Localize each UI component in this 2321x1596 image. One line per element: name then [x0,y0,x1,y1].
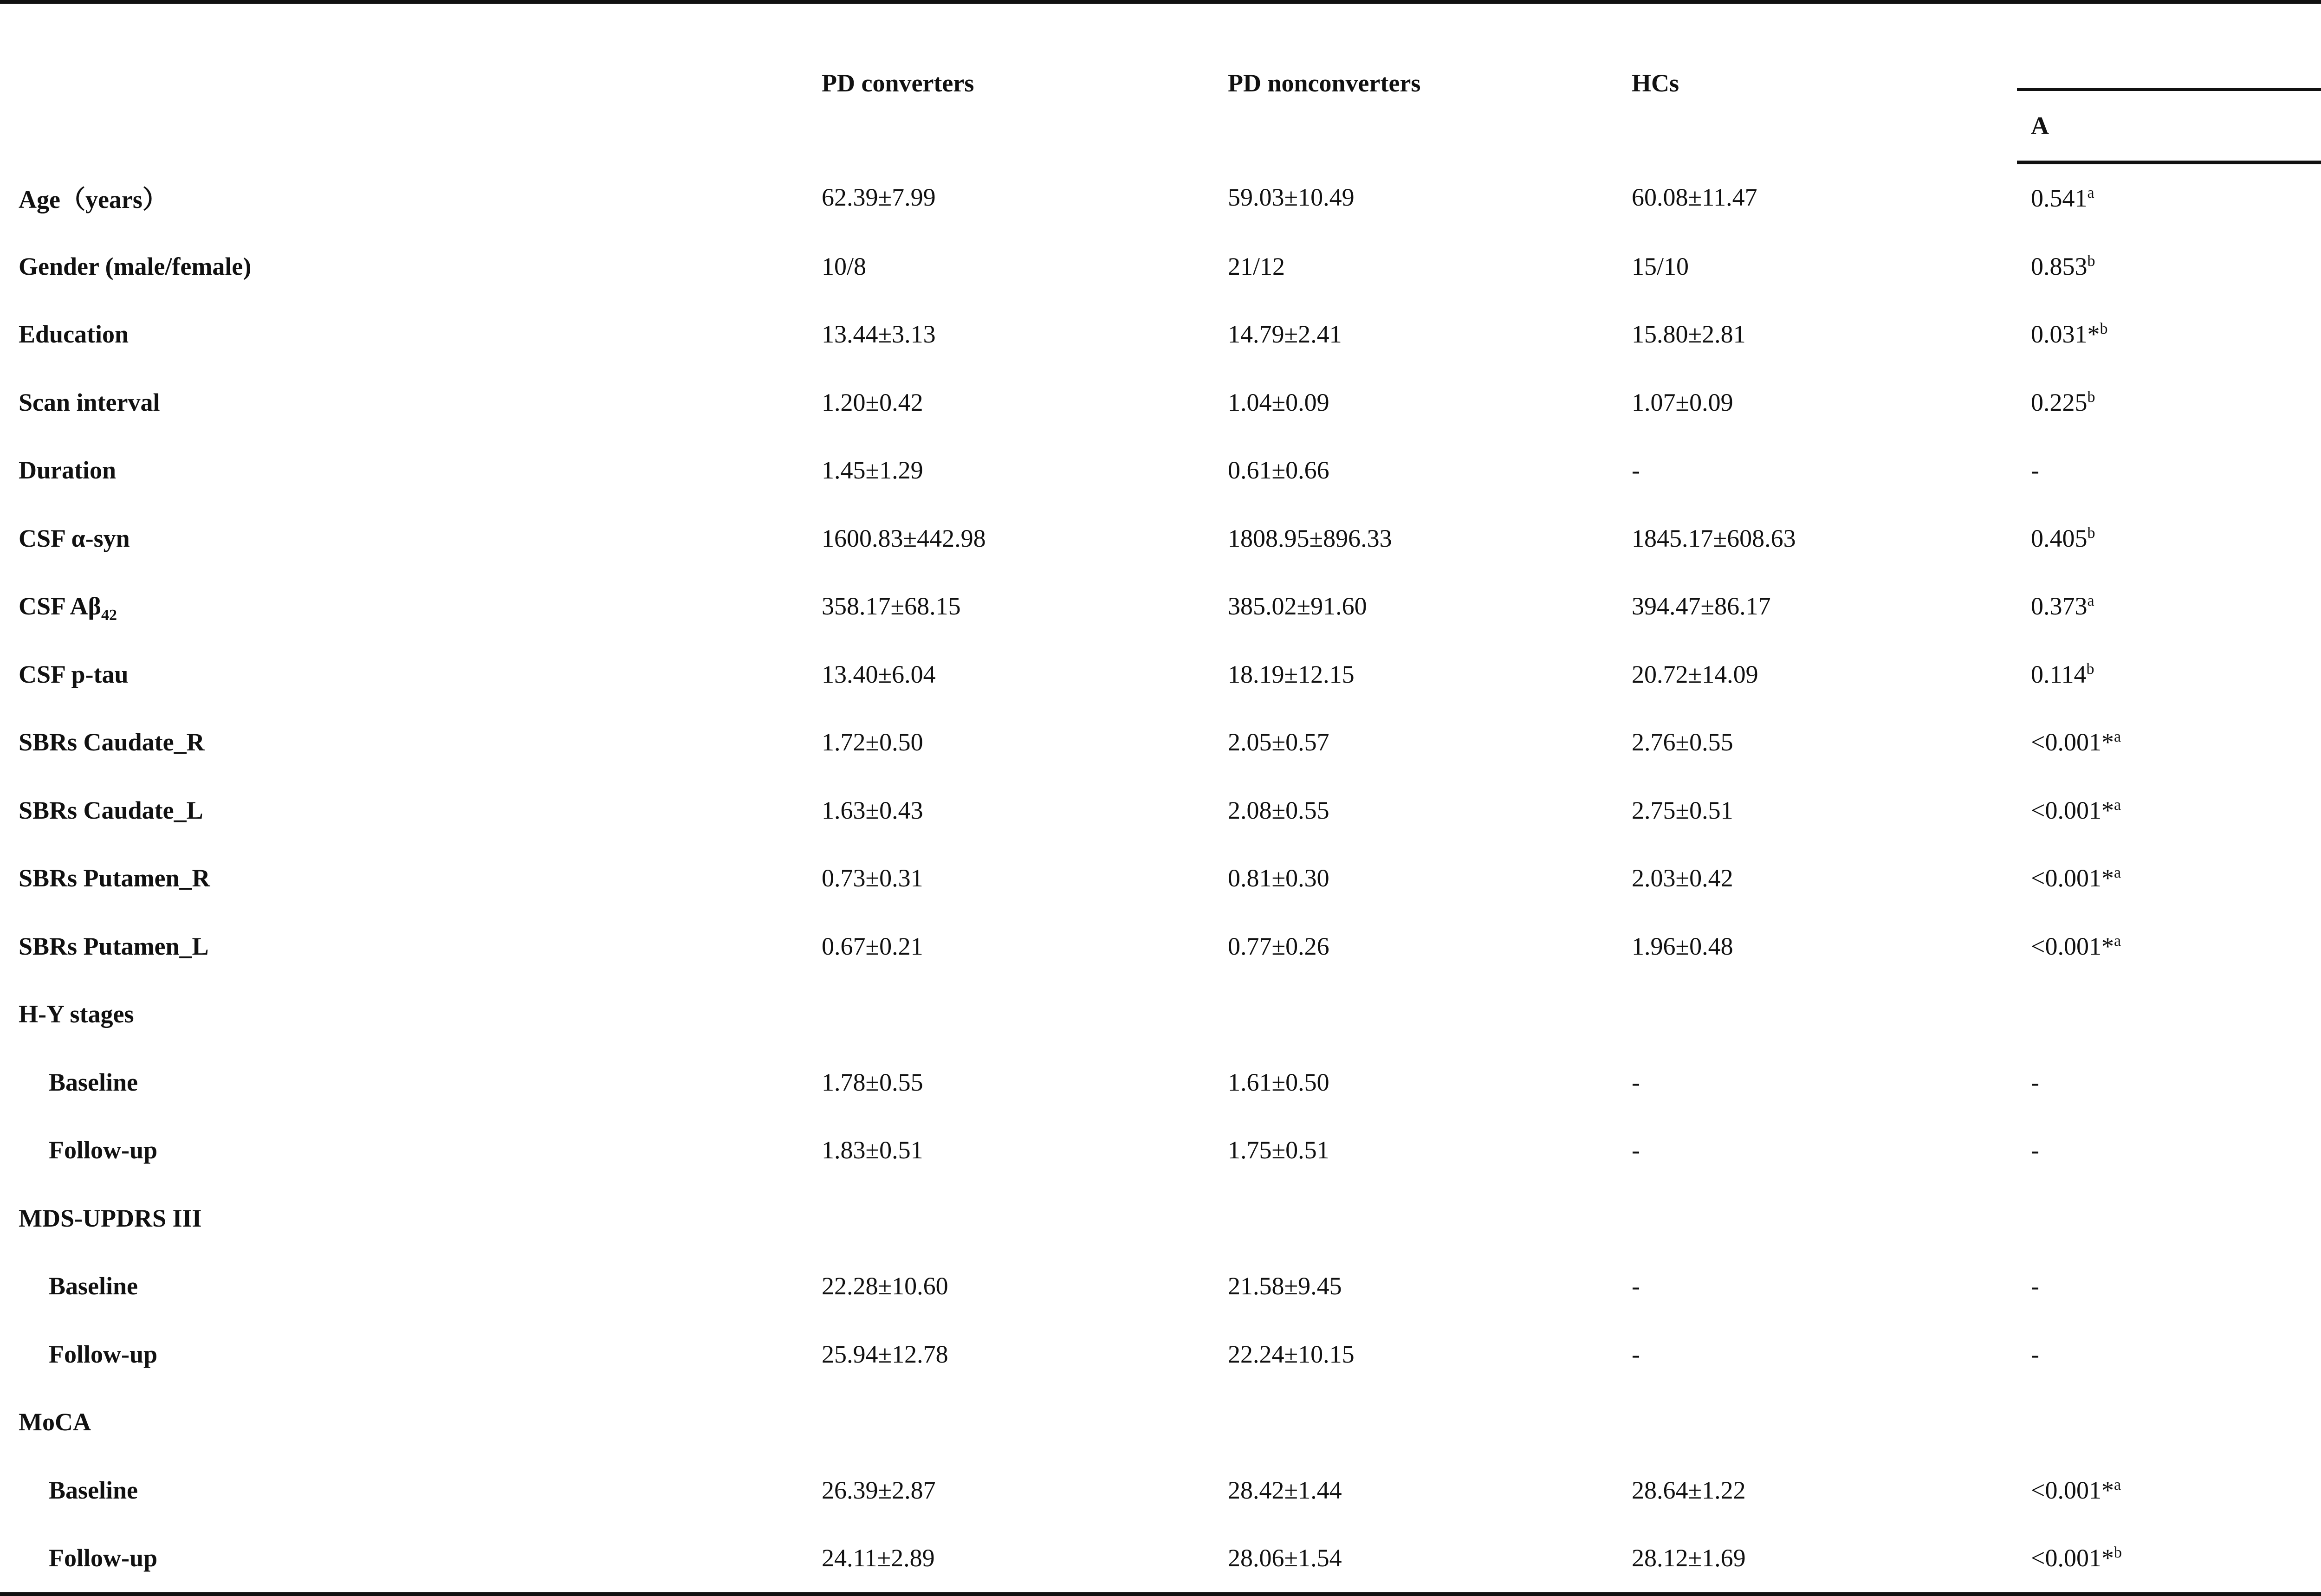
row-label [0,1320,808,1389]
pd-converters-value-text: 1.78±0.55 [822,1068,923,1096]
p-value-a [2017,504,2321,573]
empty-cell [2017,1184,2321,1253]
pd-nonconverters-value [1214,300,1618,368]
p-value-a-text: - [2031,1340,2039,1368]
pd-converters-value-text: 13.40±6.04 [822,660,936,688]
hcs-value [1618,912,2017,981]
pd-converters-value-text: 25.94±12.78 [822,1340,948,1368]
pd-nonconverters-value-text: 22.24±10.15 [1228,1340,1355,1368]
table-row [0,368,2321,437]
hcs-value-text: 2.75±0.51 [1632,796,1733,824]
pd-nonconverters-value-text: 21/12 [1228,252,1285,280]
hcs-value [1618,504,2017,573]
pd-nonconverters-value [1214,162,1618,233]
hcs-value [1618,368,2017,437]
hcs-value-text: 20.72±14.09 [1632,660,1758,688]
row-label [0,708,808,776]
table-row [0,572,2321,640]
pd-nonconverters-value-text: 59.03±10.49 [1228,183,1355,212]
row-label-text: MoCA [19,1408,91,1436]
row-label [0,1116,808,1184]
p-value-a [2017,1252,2321,1320]
table-row [0,640,2321,709]
p-value-a [2017,1320,2321,1389]
pd-converters-value-text: 22.28±10.60 [822,1272,948,1300]
pd-converters-value [808,844,1214,912]
pd-nonconverters-value [1214,1252,1618,1320]
pd-converters-value [808,912,1214,981]
hcs-value [1618,436,2017,504]
pd-nonconverters-value [1214,1116,1618,1184]
pd-converters-value [808,436,1214,504]
row-label [0,1388,808,1456]
table-header [0,2,2321,162]
table-row [0,1388,2321,1456]
hcs-value-text: 28.64±1.22 [1632,1476,1746,1504]
table-row [0,708,2321,776]
p-value-a-superscript: a [2114,864,2121,882]
hcs-value [1618,162,2017,233]
pd-converters-value [808,572,1214,640]
hcs-value [1618,1116,2017,1184]
row-label-text: Follow-up [49,1340,158,1368]
p-value-a [2017,300,2321,368]
row-label [0,980,808,1048]
row-label [0,572,808,640]
p-value-a [2017,844,2321,912]
hcs-value [1618,1048,2017,1117]
row-label-text: SBRs Caudate_R [19,728,205,756]
table-row [0,233,2321,301]
row-label [0,1456,808,1525]
empty-cell [808,1184,1214,1253]
pd-nonconverters-value [1214,640,1618,709]
row-label [0,1252,808,1320]
row-label [0,844,808,912]
table-row [0,1456,2321,1525]
p-value-a [2017,776,2321,845]
empty-cell [808,1388,1214,1456]
row-label [0,1048,808,1117]
pd-nonconverters-value [1214,708,1618,776]
pd-converters-value-text: 26.39±2.87 [822,1476,936,1504]
p-value-a-text: - [2031,1272,2039,1300]
empty-cell [1618,1184,2017,1253]
p-value-a-text: <0.001* [2031,932,2114,960]
p-value-a-text: <0.001* [2031,1544,2114,1572]
pd-nonconverters-value [1214,776,1618,845]
p-value-a-text: 0.405 [2031,524,2088,552]
row-label-text: CSF Aβ [19,592,101,620]
hcs-value [1618,640,2017,709]
hcs-value-text: 15.80±2.81 [1632,320,1746,349]
pd-converters-value [808,1116,1214,1184]
p-value-a [2017,436,2321,504]
pd-converters-value-text: 13.44±3.13 [822,320,936,349]
p-value-a-superscript: b [2086,660,2094,678]
table-row [0,1048,2321,1117]
p-value-a-text: 0.541 [2031,184,2088,213]
hcs-value-text: 2.76±0.55 [1632,728,1733,756]
header-blank [0,2,808,162]
p-value-a-superscript: b [2087,252,2095,270]
header-hcs: HCs [1618,2,2017,162]
p-value-a-text: <0.001* [2031,864,2114,892]
row-label-text: Scan interval [19,388,160,416]
p-value-a-text: 0.853 [2031,252,2088,280]
p-value-a [2017,1524,2321,1594]
row-label-text: Follow-up [49,1544,158,1572]
hcs-value [1618,233,2017,301]
table-row [0,1524,2321,1594]
pd-nonconverters-value [1214,1524,1618,1594]
hcs-value [1618,1320,2017,1389]
p-value-a [2017,1116,2321,1184]
pd-nonconverters-value-text: 1808.95±896.33 [1228,524,1392,552]
pd-converters-value [808,1456,1214,1525]
row-label [0,912,808,981]
hcs-value [1618,1252,2017,1320]
row-label [0,504,808,573]
pd-converters-value [808,1048,1214,1117]
hcs-value-text: - [1632,1340,1640,1368]
hcs-value [1618,776,2017,845]
row-label-text: CSF p-tau [19,660,129,688]
hcs-value-text: - [1632,1068,1640,1096]
hcs-value-text: 394.47±86.17 [1632,592,1771,620]
table-row [0,844,2321,912]
p-value-a-superscript: b [2114,1544,2122,1562]
header-pd-converters: PD converters [808,2,1214,162]
p-value-a [2017,572,2321,640]
row-label [0,1524,808,1594]
row-label-text: Age（years） [19,185,168,213]
p-value-a-superscript: a [2114,796,2121,814]
pd-converters-value [808,300,1214,368]
empty-cell [1618,1388,2017,1456]
p-value-a-text: 0.031* [2031,320,2100,349]
pd-converters-value-text: 0.67±0.21 [822,932,923,960]
pd-nonconverters-value-text: 1.75±0.51 [1228,1136,1329,1164]
row-label-subscript: 42 [101,607,117,624]
row-label-text: SBRs Caudate_L [19,796,203,824]
p-value-a [2017,233,2321,301]
pd-nonconverters-value-text: 14.79±2.41 [1228,320,1342,349]
row-label-text: SBRs Putamen_L [19,932,209,960]
p-value-a [2017,640,2321,709]
hcs-value [1618,572,2017,640]
table-row [0,162,2321,233]
empty-cell [1214,980,1618,1048]
p-value-a-text: - [2031,1136,2039,1164]
pd-converters-value [808,640,1214,709]
hcs-value-text: - [1632,456,1640,485]
hcs-value-text: - [1632,1136,1640,1164]
hcs-value-text: 1.07±0.09 [1632,388,1733,416]
pd-converters-value-text: 1.72±0.50 [822,728,923,756]
table-row [0,776,2321,845]
row-label-text: Duration [19,456,117,485]
table-row [0,504,2321,573]
pd-converters-value [808,1252,1214,1320]
row-label-text: H-Y stages [19,1000,134,1028]
pd-converters-value-text: 0.73±0.31 [822,864,923,892]
row-label [0,436,808,504]
p-value-a-text: <0.001* [2031,728,2114,756]
hcs-value [1618,300,2017,368]
pd-nonconverters-value-text: 0.81±0.30 [1228,864,1329,892]
pd-nonconverters-value-text: 0.61±0.66 [1228,456,1329,485]
pd-converters-value-text: 62.39±7.99 [822,183,936,212]
p-value-a-superscript: a [2087,184,2094,202]
pd-converters-value [808,708,1214,776]
pd-nonconverters-value-text: 1.04±0.09 [1228,388,1329,416]
empty-cell [1618,980,2017,1048]
p-value-a [2017,1048,2321,1117]
pd-converters-value [808,162,1214,233]
hcs-value [1618,1456,2017,1525]
row-label-text: Baseline [49,1068,138,1096]
pd-nonconverters-value [1214,436,1618,504]
p-value-a-text: <0.001* [2031,1476,2114,1504]
row-label [0,162,808,233]
p-value-a [2017,1456,2321,1525]
pd-converters-value-text: 1600.83±442.98 [822,524,986,552]
pd-converters-value-text: 10/8 [822,252,867,280]
hcs-value-text: 2.03±0.42 [1632,864,1733,892]
p-value-a-text: - [2031,456,2039,485]
table-row [0,300,2321,368]
p-value-a-text: 0.114 [2031,660,2087,688]
pd-nonconverters-value-text: 28.06±1.54 [1228,1544,1342,1572]
pd-nonconverters-value [1214,368,1618,437]
table-row [0,1320,2321,1389]
row-label [0,233,808,301]
table-row [0,1252,2321,1320]
row-label-text: MDS-UPDRS III [19,1204,202,1232]
table-row [0,912,2321,981]
row-label-text: SBRs Putamen_R [19,864,210,892]
empty-cell [2017,1388,2321,1456]
p-value-a-text: - [2031,1068,2039,1096]
pd-nonconverters-value-text: 28.42±1.44 [1228,1476,1342,1504]
hcs-value-text: 1845.17±608.63 [1632,524,1796,552]
row-label-text: Gender (male/female) [19,252,252,280]
hcs-value-text: - [1632,1272,1640,1300]
pd-nonconverters-value [1214,1456,1618,1525]
pd-converters-value [808,368,1214,437]
hcs-value-text: 15/10 [1632,252,1689,280]
row-label-text: Baseline [49,1476,138,1504]
pd-converters-value-text: 24.11±2.89 [822,1544,935,1572]
header-pd-nonconverters: PD nonconverters [1214,2,1618,162]
pd-nonconverters-value-text: 1.61±0.50 [1228,1068,1329,1096]
pd-nonconverters-value-text: 21.58±9.45 [1228,1272,1342,1300]
p-value-a [2017,368,2321,437]
pd-converters-value [808,776,1214,845]
pd-nonconverters-value [1214,912,1618,981]
p-value-a [2017,708,2321,776]
empty-cell [808,980,1214,1048]
hcs-value [1618,1524,2017,1594]
p-value-a-superscript: b [2087,524,2095,542]
pd-nonconverters-value-text: 2.05±0.57 [1228,728,1329,756]
row-label [0,640,808,709]
row-label [0,1184,808,1253]
pd-nonconverters-value-text: 0.77±0.26 [1228,932,1329,960]
pd-converters-value-text: 1.45±1.29 [822,456,923,485]
row-label-text: Follow-up [49,1136,158,1164]
hcs-value-text: 60.08±11.47 [1632,183,1757,212]
empty-cell [2017,980,2321,1048]
empty-cell [1214,1388,1618,1456]
pd-converters-value [808,504,1214,573]
p-value-a-superscript: a [2114,1476,2121,1493]
row-label [0,776,808,845]
p-value-a-text: 0.373 [2031,592,2088,620]
p-value-a-superscript: b [2087,388,2095,406]
p-value-a-superscript: a [2087,592,2094,610]
hcs-value [1618,844,2017,912]
pd-converters-value-text: 1.20±0.42 [822,388,923,416]
p-value-a [2017,912,2321,981]
pd-converters-value-text: 358.17±68.15 [822,592,961,620]
p-value-a-superscript: a [2114,728,2121,746]
pd-converters-value [808,1524,1214,1594]
pd-converters-value-text: 1.63±0.43 [822,796,923,824]
pd-nonconverters-value [1214,1048,1618,1117]
pd-nonconverters-value [1214,1320,1618,1389]
row-label-text: Education [19,320,129,349]
row-label-text: CSF α-syn [19,524,130,552]
p-value-a [2017,162,2321,233]
table-row [0,1184,2321,1253]
table-row [0,436,2321,504]
hcs-value-text: 1.96±0.48 [1632,932,1733,960]
hcs-value [1618,708,2017,776]
row-label [0,368,808,437]
table-row [0,980,2321,1048]
table-row [0,1116,2321,1184]
pd-nonconverters-value [1214,233,1618,301]
pd-converters-value [808,1320,1214,1389]
p-value-a-superscript: b [2100,320,2108,338]
pd-nonconverters-value [1214,504,1618,573]
hcs-value-text: 28.12±1.69 [1632,1544,1746,1572]
pd-nonconverters-value-text: 385.02±91.60 [1228,592,1367,620]
pd-nonconverters-value [1214,844,1618,912]
pd-nonconverters-value-text: 2.08±0.55 [1228,796,1329,824]
pd-converters-value-text: 1.83±0.51 [822,1136,923,1164]
pd-nonconverters-value [1214,572,1618,640]
p-value-a-text: <0.001* [2031,796,2114,824]
empty-cell [1214,1184,1618,1253]
p-value-a-superscript: a [2114,932,2121,950]
header-p-value [2017,2,2321,90]
table-body [0,162,2321,1594]
header-p-a: A [2017,90,2321,162]
p-value-a-text: 0.225 [2031,388,2088,416]
row-label-text: Baseline [49,1272,138,1300]
pd-nonconverters-value-text: 18.19±12.15 [1228,660,1355,688]
row-label [0,300,808,368]
pd-converters-value [808,233,1214,301]
